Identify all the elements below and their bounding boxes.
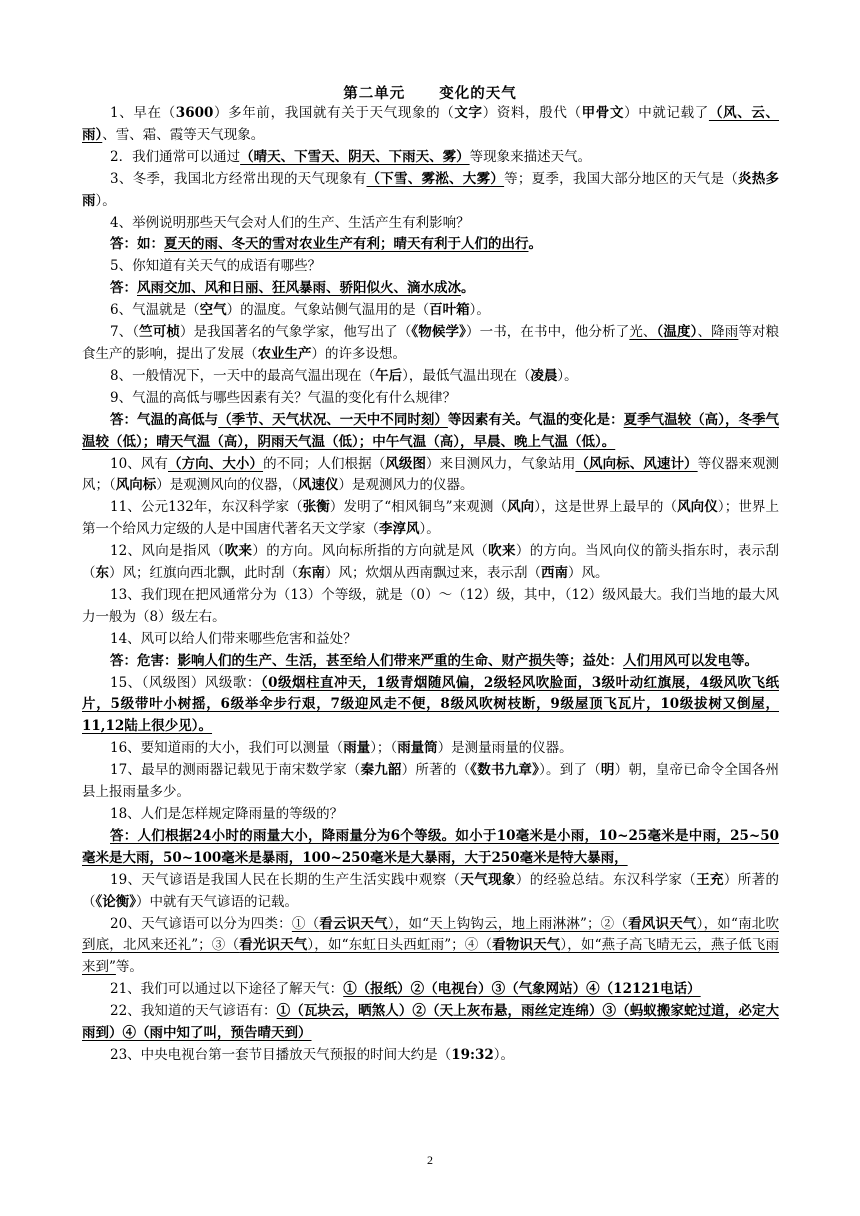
text-segment: ）的温度。气象站侧气温用的是（	[226, 302, 430, 319]
text-segment: ）朝，皇帝已命令全国各州县上报雨量多少。	[82, 762, 780, 801]
text-segment: 。	[461, 280, 475, 297]
text-segment: （风、云、雨）	[82, 105, 779, 143]
text-segment: （季节、天气状况、一天中不同时刻）	[218, 411, 448, 428]
question-list	[82, 103, 779, 1067]
text-segment: 17、最早的测雨器记载见于南宋数学家（	[110, 762, 361, 779]
text-segment: 、降雨	[697, 324, 739, 341]
text-segment: 凌晨	[530, 367, 558, 384]
text-segment: 农业生产	[257, 345, 312, 362]
text-segment: 答：人们根据24小时的雨量大小，降雨量分为6个等级。如小于10毫米是小雨，10~25毫米是中雨，25~50毫米是大雨，50~100毫米是暴雨，100~250毫米是大暴雨，大于250毫米是特大暴雨，	[82, 827, 779, 866]
text-segment: ），最低气温出现在（	[402, 367, 531, 384]
question-item	[82, 979, 779, 1001]
text-segment: 21、我们可以通过以下途径了解天气：	[110, 981, 344, 998]
question-item	[82, 1001, 779, 1045]
text-segment: （风向标、风速计）	[575, 455, 698, 472]
text-segment: ）所著的（	[82, 871, 780, 910]
text-segment: 人们用风可以发电	[623, 652, 731, 669]
question-item	[82, 256, 779, 278]
text-segment: （下雪、雾淞、大雾）	[366, 170, 505, 187]
text-segment: ①（	[291, 915, 320, 932]
question-item	[82, 870, 779, 914]
text-segment: 夏天的雨、冬天的雪对农业生产有利；晴天有利于人们的出行	[164, 236, 529, 253]
text-segment: 吹来	[488, 543, 516, 560]
text-segment: 等。	[731, 652, 758, 669]
text-segment: 。	[528, 236, 542, 253]
text-segment: 雨量	[343, 740, 371, 757]
text-segment: 李淳风	[379, 521, 420, 538]
text-segment: 2．我们通常可以通过	[110, 148, 241, 165]
question-item	[82, 673, 779, 739]
text-segment: 《物候学》	[411, 324, 466, 341]
text-segment: 竺可桢	[139, 324, 181, 341]
text-segment: 甲骨文	[581, 105, 625, 121]
question-item	[82, 169, 779, 213]
text-segment: 5、你知道有关天气的成语有哪些？	[110, 258, 322, 275]
text-segment: 12、风向是指风（	[110, 543, 225, 560]
text-segment: ）。到了（	[539, 762, 601, 779]
text-segment: ）风。	[568, 565, 609, 582]
text-segment: 20、天气谚语可以分为四类：	[110, 915, 292, 932]
text-segment: ）风；红旗向西北飘，此时刮（	[109, 565, 298, 582]
text-segment: 答：气温的高低与	[110, 411, 219, 428]
text-segment: 答：如：	[110, 236, 164, 253]
text-segment: ）；世界上第一个给风力定级的人是中国唐代著名天文学家（	[82, 499, 780, 538]
text-segment: 吹来	[224, 543, 253, 560]
text-segment: ）的许多设想。	[311, 345, 406, 362]
text-segment: （温度）	[656, 324, 698, 341]
text-segment: ）是我国著名的气象学家，他写出了（	[180, 324, 412, 341]
text-segment: ）来目测风力，气象站用	[426, 455, 576, 472]
text-segment: 风向标	[115, 477, 157, 494]
text-segment: 18、人们是怎样规定降雨量的等级的？	[110, 806, 344, 822]
text-segment: 雨量筒	[397, 740, 438, 757]
text-segment: 秦九韶	[360, 762, 402, 779]
text-segment: 16、要知道雨的大小，我们可以测量（	[110, 740, 344, 757]
text-segment: 《数书九章》	[470, 762, 540, 779]
text-segment: ）所著的（	[401, 762, 471, 779]
text-segment: 午后	[375, 367, 403, 384]
text-segment: 夏季气温较（高），冬季气温较（低）；晴天气温（高），阴雨天气温（低）；中午气温（高），早晨、晚上气温（低）。	[82, 411, 780, 450]
text-segment: 明	[600, 762, 615, 779]
question-item	[82, 629, 779, 651]
text-segment: ）。	[557, 367, 578, 384]
text-segment: ）。	[95, 192, 116, 209]
unit-title	[0, 82, 860, 103]
text-segment: 西南	[541, 565, 568, 582]
text-segment: ）的方向。风向标所指的方向就是风（	[252, 543, 489, 560]
question-item	[82, 300, 779, 322]
text-segment: 看云识天气	[319, 915, 388, 932]
text-segment: 张衡	[302, 499, 330, 516]
text-segment: ），如“南北吹到底，北风来还礼”；③（	[82, 915, 779, 954]
text-segment: 、雪、霜、霞等天气现象。	[102, 126, 265, 143]
text-segment: 的不同；人们根据（	[263, 455, 386, 472]
page-number: 2	[427, 1153, 433, 1167]
text-segment: ）资料，殷代（	[482, 105, 582, 121]
text-segment: ）是测量雨量的仪器。	[437, 740, 573, 757]
unit-title-topic: 变化的天气	[439, 85, 517, 102]
text-segment: 22、我知道的天气谚语有：	[110, 1003, 277, 1020]
text-segment: 看光识天气	[239, 937, 308, 954]
text-segment: 风级图	[385, 455, 427, 472]
question-item	[82, 738, 779, 760]
question-item	[82, 497, 779, 541]
text-segment: 看风识天气	[628, 915, 697, 932]
question-item	[82, 651, 779, 673]
text-segment: 19、天气谚语是我国人民在长期的生产生活实践中观察（	[110, 871, 461, 888]
text-segment: ）。	[419, 521, 440, 538]
text-segment: 等对粮食生产的影响，提出了发展（	[82, 324, 780, 362]
text-segment: 7、（	[110, 324, 140, 341]
text-segment: ）中就有天气谚语的记载。	[136, 893, 298, 910]
text-segment: ），如“天上钩钩云，地上雨淋淋”；②（	[387, 915, 629, 932]
text-segment: 8、一般情况下，一天中的最高气温出现在（	[110, 367, 376, 384]
text-segment: ①（瓦块云，晒煞人）②（天上灰布悬，雨丝定连绵）③（蚂蚁搬家蛇过道，必定大雨到）④（雨中知了叫，预告晴天到）	[82, 1003, 779, 1042]
text-segment: 答：危害：	[110, 652, 178, 669]
text-segment: 15、（风级图）风级歌：	[110, 674, 261, 691]
text-segment: 等因素有关。气温的变化是：	[447, 411, 624, 428]
text-segment: 3600	[175, 105, 214, 121]
text-segment: 11、公元132年，东汉科学家（	[110, 499, 303, 516]
text-segment: 风速仪	[298, 477, 339, 494]
text-segment: （晴天、下雪天、阴天、下雨天、雾）	[240, 148, 470, 165]
text-segment: ）多年前，我国就有关于天气现象的（	[213, 105, 455, 121]
text-segment: 4、举例说明那些天气会对人们的生产、生活产生有利影响？	[110, 214, 470, 231]
text-segment: ）是观测风力的仪器。	[338, 477, 474, 494]
text-segment: 天气现象	[460, 871, 516, 888]
question-item	[82, 826, 779, 870]
text-segment: 文字	[454, 105, 483, 121]
text-segment: （0级烟柱直冲天，1级青烟随风偏，2级轻风吹脸面，3级叶动红旗展，4级风吹飞纸片，5级带叶小树摇，6级举伞步行艰，7级迎风走不便，8级风吹树枝断，9级屋顶飞瓦片，10级拔树又倒屋，11,12陆上很少见）。	[82, 674, 780, 735]
text-segment: 23、中央电视台第一套节目播放天气预报的时间大约是（	[110, 1046, 452, 1063]
unit-title-number: 第二单元	[343, 85, 406, 102]
question-item	[82, 1045, 779, 1067]
text-segment: ）中就记载了	[624, 105, 709, 121]
text-segment: 等仪器来观测风；（	[82, 455, 780, 494]
text-segment: 东南	[298, 565, 325, 582]
text-segment: 百叶箱	[429, 302, 470, 319]
text-segment: 6、气温就是（	[110, 302, 200, 319]
text-segment: 1、早在（	[110, 105, 176, 121]
question-item	[82, 103, 779, 147]
question-item	[82, 388, 779, 410]
text-segment: 光、	[629, 324, 657, 341]
question-item	[82, 147, 779, 169]
text-segment: ）风；炊烟从西南飘过来，表示刮（	[325, 565, 541, 582]
question-item	[82, 541, 779, 585]
question-item	[82, 322, 779, 366]
text-segment: 风向	[507, 499, 535, 516]
text-segment: ）一书，在书中，他分析了	[465, 324, 630, 341]
text-segment: 炎热多雨	[82, 170, 780, 209]
text-segment: 空气	[199, 302, 227, 319]
text-segment: 看物识天气	[492, 937, 561, 954]
text-segment: 答：	[110, 280, 137, 297]
text-segment: 东	[95, 565, 109, 582]
text-segment: 14、风可以给人们带来哪些危害和益处？	[110, 630, 357, 647]
text-segment: 19:32	[451, 1046, 494, 1063]
text-segment: ）；（	[370, 740, 398, 757]
text-segment: 等；益处：	[555, 652, 623, 669]
question-item	[82, 366, 779, 388]
text-segment: ①（报纸）②（电视台）③（气象网站）④（12121电话）	[343, 981, 701, 998]
text-segment: 9、气温的高低与哪些因素有关？气温的变化有什么规律？	[110, 389, 457, 406]
question-item	[82, 804, 779, 826]
text-segment: 影响人们的生产、生活，甚至给人们带来严重的生命、财产损失	[177, 652, 556, 669]
text-segment: ），如“东虹日头西虹雨”；④（	[307, 937, 493, 954]
text-segment: 等现象来描述天气。	[469, 148, 592, 165]
question-item	[82, 234, 779, 256]
text-segment: 风雨交加、风和日丽、狂风暴雨、骄阳似火、滴水成冰	[137, 280, 461, 297]
text-segment: ），如“燕子高飞晴无云，燕子低飞雨来到”	[82, 937, 780, 976]
text-segment: 王充	[696, 871, 724, 888]
text-segment: 10、风有	[110, 455, 168, 472]
text-segment: ）是观测风向的仪器，（	[156, 477, 298, 494]
text-segment: ）的方向。当风向仪的箭头指东时，表示刮（	[82, 543, 780, 582]
text-segment: ）。	[493, 1046, 514, 1063]
question-item	[82, 213, 779, 235]
text-segment: 13、我们现在把风通常分为（13）个等级，就是（0）～（12）级，其中，（12）级风最大。我们当地的最大风力一般为（8）级左右。	[82, 586, 779, 625]
text-segment: ），这是世界上最早的（	[534, 499, 678, 516]
question-item	[82, 410, 779, 454]
question-item	[82, 585, 779, 629]
text-segment: 等。	[115, 959, 143, 976]
text-segment: 等；夏季，我国大部分地区的天气是（	[504, 170, 738, 187]
text-segment: 3、冬季，我国北方经常出现的天气现象有	[110, 170, 367, 187]
text-segment: ）的经验总结。东汉科学家（	[515, 871, 697, 888]
question-item	[82, 760, 779, 804]
text-segment: （方向、大小）	[168, 455, 264, 472]
text-segment: ）发明了“相风铜鸟”来观测（	[329, 499, 508, 516]
text-segment: 风向仪	[677, 499, 718, 516]
question-item	[82, 914, 779, 980]
question-item	[82, 278, 779, 300]
text-segment: ）。	[469, 302, 490, 319]
question-item	[82, 454, 779, 498]
text-segment: 《论衡》	[95, 893, 136, 910]
